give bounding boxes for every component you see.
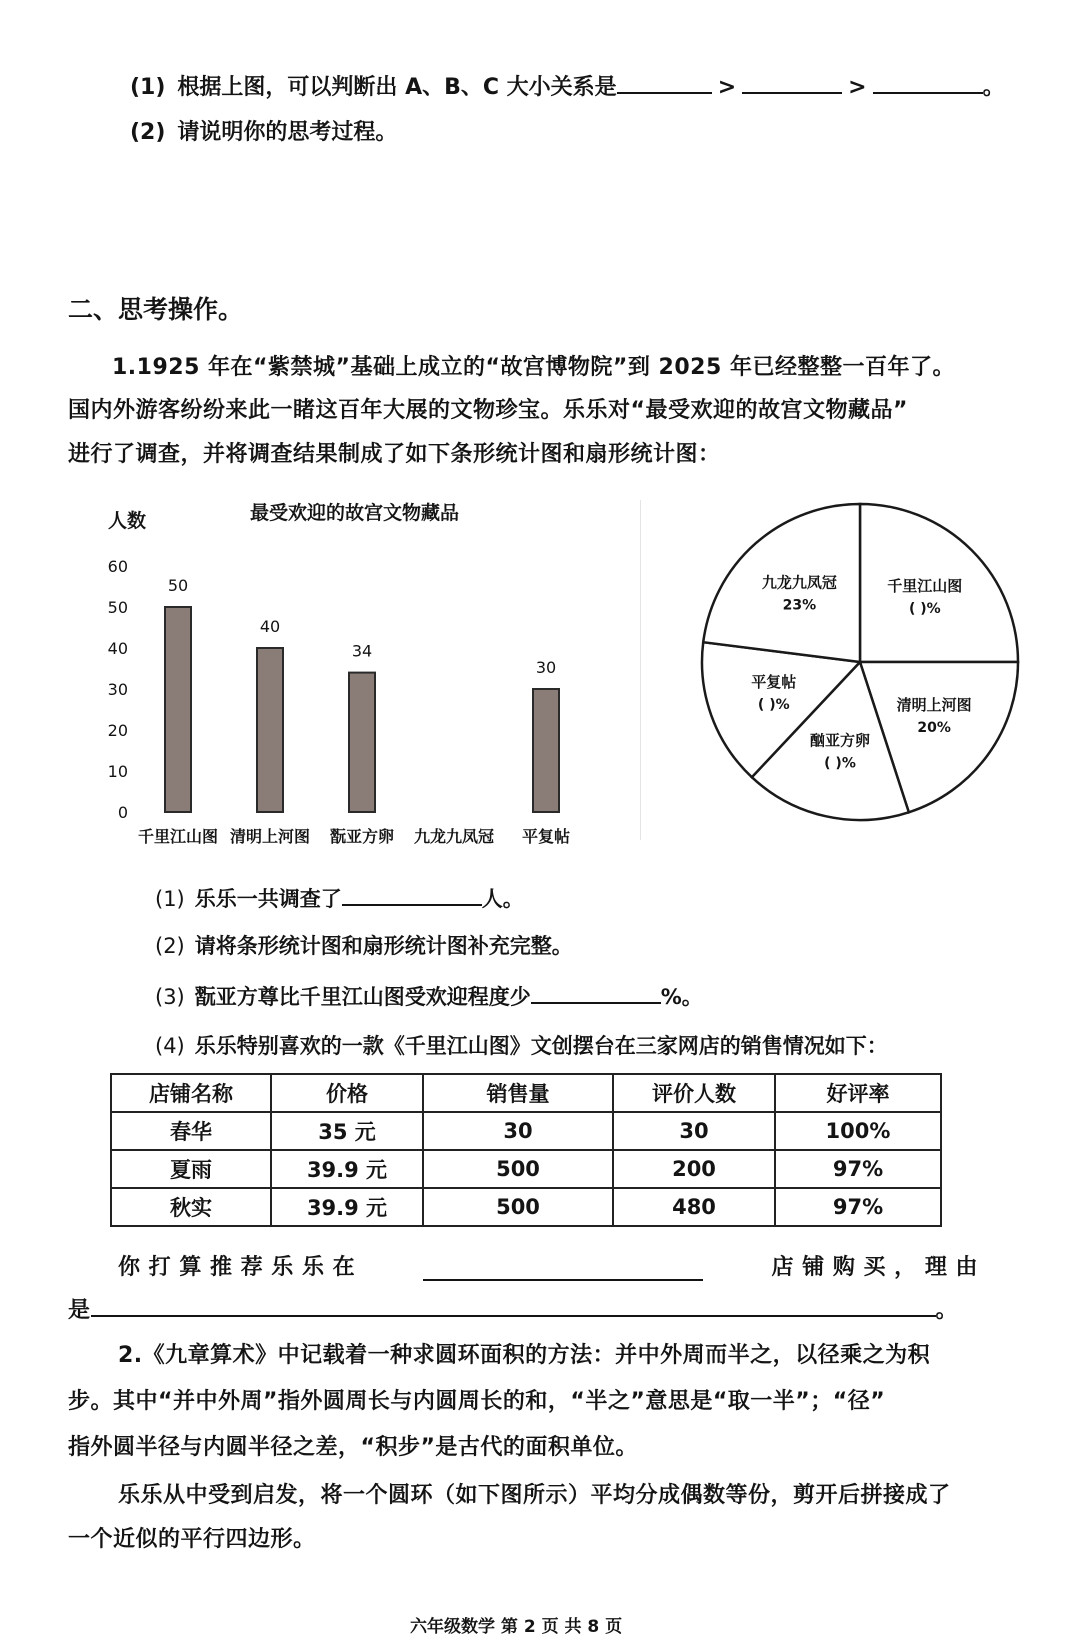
y-tick-label: 40	[107, 639, 128, 658]
store-sales-table	[110, 1073, 942, 1227]
top-q1-text: 根据上图，可以判断出 A、B、C 大小关系是	[177, 75, 617, 100]
table-cell: 秋实	[111, 1188, 271, 1226]
section-title: 二、思考操作。	[68, 295, 244, 324]
y-tick-label: 60	[107, 557, 128, 576]
bar-chart-categories	[138, 827, 570, 846]
recommend-pre: 你 打 算 推 荐 乐 乐 在	[118, 1255, 356, 1280]
bar-value-label: 40	[259, 617, 281, 636]
bar-chart-data-labels	[168, 576, 556, 677]
table-header-cell: 评价人数	[613, 1074, 775, 1112]
bar	[349, 673, 375, 812]
bar-chart	[100, 495, 620, 865]
problem2-line-3: 指外圆半径与内圆半径之差，“积步”是古代的面积单位。	[68, 1435, 638, 1460]
table-row	[111, 1150, 941, 1188]
greater-than-sign-1: >	[717, 75, 737, 100]
sub-q1-text: 乐乐一共调查了	[194, 887, 342, 911]
table-cell: 97%	[775, 1188, 941, 1226]
pie-slice-value: 23%	[782, 597, 817, 614]
bar-chart-y-label: 人数	[108, 510, 147, 532]
y-tick-label: 30	[107, 680, 128, 699]
table-cell: 30	[613, 1112, 775, 1150]
bar-chart-title: 最受欢迎的故宫文物藏品	[250, 502, 460, 524]
table-cell: 480	[613, 1188, 775, 1226]
x-category-label: 清明上河图	[229, 827, 311, 846]
problem2-line-4: 乐乐从中受到启发，将一个圆环（如下图所示）平均分成偶数等份，剪开后拼接成了	[118, 1483, 951, 1508]
page-footer: 六年级数学 第 2 页 共 8 页	[410, 1617, 623, 1637]
pie-chart-slices	[702, 504, 1018, 820]
store-choice-blank[interactable]	[423, 1257, 703, 1281]
table-cell: 200	[613, 1150, 775, 1188]
table-cell: 夏雨	[111, 1150, 271, 1188]
bar	[165, 607, 191, 812]
sub-q4-number: (4)	[155, 1034, 185, 1058]
table-cell: 35 元	[271, 1112, 423, 1150]
chart-divider	[640, 500, 641, 840]
y-tick-label: 0	[117, 803, 128, 822]
intro-paragraph-line-2: 国内外游客纷纷来此一睹这百年大展的文物珍宝。乐乐对“最受欢迎的故宫文物藏品”	[68, 398, 908, 423]
table-cell: 39.9 元	[271, 1188, 423, 1226]
pie-slice-value: ( )%	[908, 601, 941, 618]
sub-q4-text: 乐乐特别喜欢的一款《千里江山图》文创摆台在三家网店的销售情况如下：	[194, 1034, 888, 1058]
intro-paragraph-line-3: 进行了调查，并将调查结果制成了如下条形统计图和扇形统计图：	[68, 442, 721, 467]
answer-blank-2[interactable]	[742, 70, 842, 94]
greater-than-sign-2: >	[848, 75, 867, 100]
pie-slice-value: ( )%	[824, 755, 856, 772]
pie-slice-label: 平复帖	[751, 673, 797, 692]
bar	[533, 689, 559, 812]
y-tick-label: 50	[107, 598, 128, 617]
top-q1-end: 。	[982, 75, 1005, 100]
pie-slice-value: ( )%	[757, 697, 790, 714]
table-row	[111, 1112, 941, 1150]
sub-question-2	[155, 930, 573, 960]
problem2-line-2: 步。其中“并中外周”指外圆周长与内圆周长的和，“半之”意思是“取一半”；“径”	[68, 1389, 886, 1414]
table-row	[111, 1188, 941, 1226]
intro-paragraph-line-1: 1.1925 年在“紫禁城”基础上成立的“故宫博物院”到 2025 年已经整整一百年了。	[112, 355, 955, 380]
x-category-label: 千里江山图	[137, 827, 219, 846]
answer-blank-1[interactable]	[617, 70, 712, 94]
answer-blank-3[interactable]	[873, 70, 983, 94]
bar	[257, 648, 283, 812]
table-header-cell: 价格	[271, 1074, 423, 1112]
pie-slice-label: 千里江山图	[887, 577, 963, 596]
sub-question-1	[155, 882, 524, 913]
top-q2-text: 请说明你的思考过程。	[177, 120, 398, 145]
top-question-1	[130, 70, 1005, 101]
table-header-row	[111, 1074, 941, 1112]
top-q2-number: (2)	[130, 120, 166, 145]
sub-q3-end: %。	[660, 985, 703, 1009]
sub-q1-number: (1)	[155, 887, 185, 911]
table-cell: 30	[423, 1112, 613, 1150]
pie-slice-label: 酗亚方卵	[810, 731, 871, 750]
sub-q2-text: 请将条形统计图和扇形统计图补充完整。	[194, 934, 573, 958]
pie-chart	[685, 500, 1035, 850]
problem2-line-5: 一个近似的平行四边形。	[68, 1527, 316, 1552]
x-category-label: 平复帖	[521, 827, 571, 846]
table-header-cell: 店铺名称	[111, 1074, 271, 1112]
table-header-cell: 好评率	[775, 1074, 941, 1112]
pie-slice-label: 清明上河图	[896, 695, 972, 714]
sub-question-4	[155, 1030, 888, 1060]
reason-blank[interactable]	[91, 1293, 936, 1317]
sub-question-3	[155, 980, 703, 1011]
sub-q1-end: 人。	[481, 887, 524, 911]
table-cell: 500	[423, 1188, 613, 1226]
recommend-line2-end: 。	[935, 1298, 959, 1323]
table-cell: 100%	[775, 1112, 941, 1150]
recommend-line-2	[68, 1293, 958, 1324]
table-cell: 39.9 元	[271, 1150, 423, 1188]
x-category-label: 九龙九凤冠	[413, 827, 495, 846]
pie-slice-label: 九龙九凤冠	[761, 573, 837, 592]
bar-value-label: 30	[535, 658, 557, 677]
bar-chart-bars	[165, 607, 559, 812]
bar-value-label: 34	[351, 641, 373, 661]
table-cell: 97%	[775, 1150, 941, 1188]
percent-less-blank[interactable]	[531, 980, 661, 1004]
sub-q3-text: 翫亚方尊比千里江山图受欢迎程度少	[194, 985, 531, 1009]
pie-slice-value: 20%	[917, 719, 951, 736]
recommend-line-1	[118, 1250, 978, 1281]
bar-value-label: 50	[167, 576, 189, 595]
problem2-line-1: 2.《九章算术》中记载着一种求圆环面积的方法：并中外周而半之，以径乘之为积	[118, 1343, 931, 1368]
total-surveyed-blank[interactable]	[342, 882, 482, 906]
sub-q2-number: (2)	[155, 934, 185, 958]
sub-q3-number: (3)	[155, 985, 185, 1009]
top-question-2	[130, 115, 397, 146]
recommend-line2-pre: 是	[68, 1298, 91, 1323]
recommend-post: 店 铺 购 买 ， 理 由	[771, 1255, 978, 1280]
y-tick-label: 20	[107, 721, 128, 740]
bar-chart-y-ticks	[108, 557, 128, 822]
top-q1-number: (1)	[130, 75, 166, 100]
table-header-cell: 销售量	[423, 1074, 613, 1112]
x-category-label: 翫亚方卵	[329, 827, 395, 846]
y-tick-label: 10	[107, 762, 128, 781]
table-cell: 500	[423, 1150, 613, 1188]
table-cell: 春华	[111, 1112, 271, 1150]
